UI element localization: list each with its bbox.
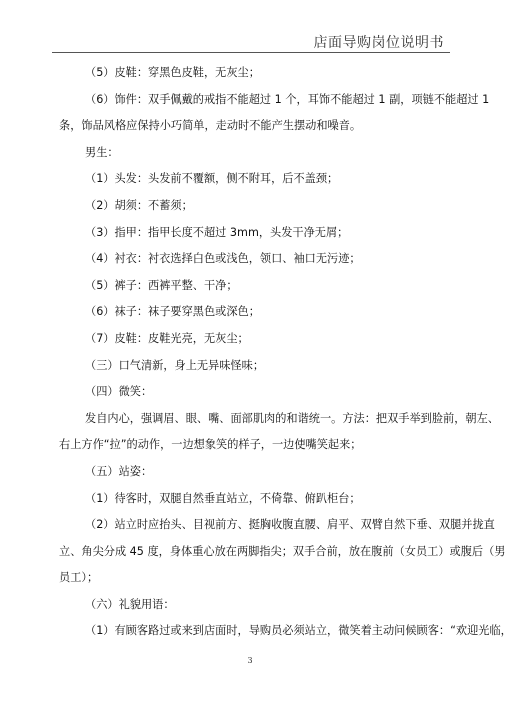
text-line: 立、角尖分成 45 度，身体重心放在两脚指尖；双手合前，放在腹前（女员工）或腹后（男	[59, 544, 506, 558]
text-line: （5）裤子：西裤平整、干净；	[85, 278, 238, 292]
text-line: （4）衬衣：衬衣选择白色或浅色，领口、袖口无污迹；	[85, 252, 361, 266]
text-line: （四）微笑：	[85, 385, 153, 399]
text-line: （6）袜子：袜子要穿黑色或深色；	[85, 305, 260, 319]
text-line: （6）饰件：双手佩戴的戒指不能超过 1 个，耳饰不能超过 1 副，项链不能超过 1	[85, 92, 490, 106]
page-header-title: 店面导购岗位说明书	[313, 35, 444, 51]
text-line: （五）站姿：	[85, 464, 153, 478]
text-line: 发自内心，强调眉、眼、嘴、面部肌肉的和谐统一。方法：把双手举到脸前，朝左、	[85, 411, 499, 425]
text-line: （3）指甲：指甲长度不超过 3mm，头发干净无屑；	[85, 225, 349, 239]
text-line: 员工）；	[59, 571, 99, 585]
text-line: （5）皮鞋：穿黑色皮鞋，无灰尘；	[85, 66, 260, 79]
text-line: （六）礼貌用语：	[85, 597, 175, 611]
page-header	[52, 30, 450, 53]
text-line: （三）口气清新，身上无异味怪味；	[85, 358, 265, 372]
text-line: （1）待客时，双腿自然垂直站立，不倚靠、俯趴柜台；	[85, 491, 361, 505]
text-line: 男生：	[85, 145, 119, 159]
text-line: 条，饰品风格应保持小巧简单，走动时不能产生摆动和噪音。	[59, 119, 362, 133]
text-line: （1）头发：头发前不覆额，侧不附耳，后不盖颈；	[85, 172, 339, 186]
text-line: 右上方作“拉”的动作，一边想象笑的样子，一边使嘴笑起来；	[59, 438, 362, 452]
document-body	[59, 60, 512, 645]
text-line: （7）皮鞋：皮鞋光亮，无灰尘；	[85, 331, 249, 345]
text-line: （2）胡须：不蓄须；	[85, 198, 193, 212]
text-line: （2）站立时应抬头、目视前方、挺胸收腹直腰、肩平、双臂自然下垂、双腿并拢直	[85, 518, 495, 532]
text-line: （1）有顾客路过或来到店面时，导购员必须站立，微笑着主动问候顾客：“欢迎光临，	[85, 624, 512, 638]
page-number: 3	[247, 656, 253, 665]
